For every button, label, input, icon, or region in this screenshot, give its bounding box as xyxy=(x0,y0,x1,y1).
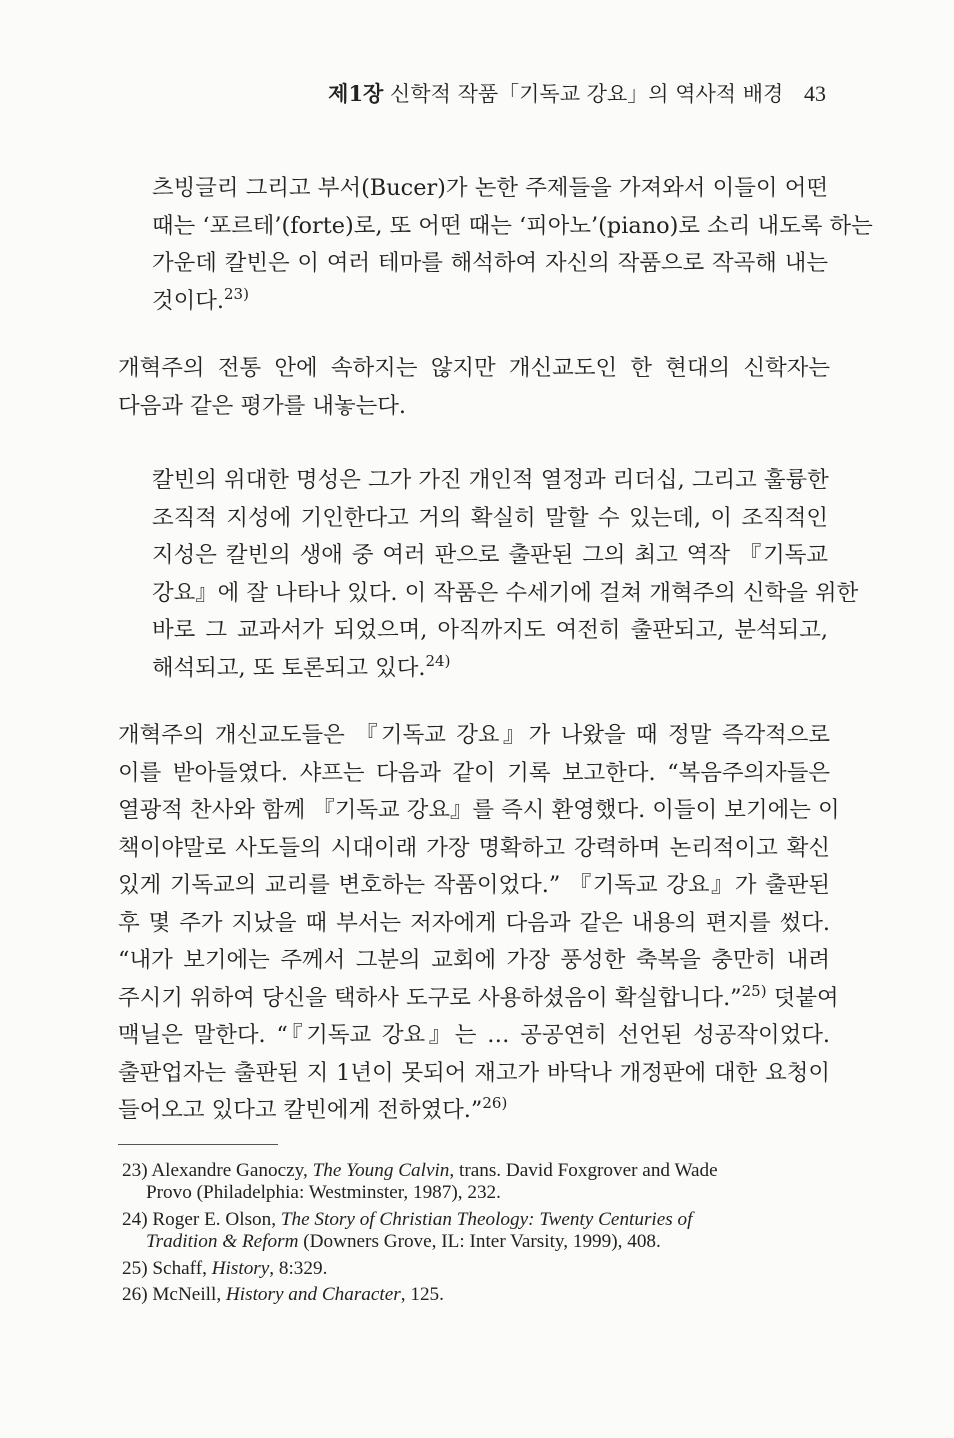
footnote-ref: 24) xyxy=(425,651,451,670)
footnote-text: , trans. David Foxgrover and Wade xyxy=(449,1160,718,1181)
footnote-number: 26) xyxy=(122,1284,148,1305)
footnote-title: History and Character xyxy=(225,1284,401,1305)
quote-line: 츠빙글리 그리고 부서(Bucer)가 논한 주제들을 가져와서 이들이 어떤 xyxy=(152,175,828,201)
paragraph-line: 이를 받아들였다. 샤프는 다음과 같이 기록 보고한다. “복음주의자들은 xyxy=(118,759,830,786)
paragraph-1 xyxy=(118,350,830,425)
footnote-text: , 8:329. xyxy=(269,1258,328,1279)
paragraph-line xyxy=(118,1092,830,1130)
paragraph-line: 후 몇 주가 지났을 때 부서는 저자에게 다음과 같은 내용의 편지를 썼다. xyxy=(118,909,830,936)
footnote-text: , 125. xyxy=(400,1284,444,1305)
footnote-author: Roger E. Olson, xyxy=(152,1209,281,1230)
paragraph-2 xyxy=(118,717,840,1130)
quote-line xyxy=(152,650,828,688)
footnote-text-line2 xyxy=(122,1231,834,1253)
paragraph-line: 개혁주의 개신교도들은 『기독교 강요』가 나왔을 때 정말 즉각적으로 xyxy=(118,722,830,748)
paragraph-line: 개혁주의 전통 안에 속하지는 않지만 개신교도인 한 현대의 신학자는 xyxy=(118,355,830,381)
footnote-26 xyxy=(122,1284,834,1306)
footnote-title: The Story of Christian Theology: Twenty Centuries of xyxy=(280,1209,693,1230)
footnote-ref: 23) xyxy=(224,284,249,303)
paragraph-line: “내가 보기에는 주께서 그분의 교회에 가장 풍성한 축복을 충만히 내려 xyxy=(118,947,830,973)
quote-line-text: 해석되고, 또 토론되고 있다. xyxy=(152,654,426,681)
footnote-number: 23) xyxy=(122,1160,148,1181)
quote-line: 가운데 칼빈은 이 여러 테마를 해석하여 자신의 작품으로 작곡해 내는 xyxy=(152,250,828,276)
footnote-text-line2: Provo (Philadelphia: Westminster, 1987), 232. xyxy=(146,1182,501,1203)
paragraph-line: 열광적 찬사와 함께 『기독교 강요』를 즉시 환영했다. 이들이 보기에는 이 xyxy=(118,797,840,823)
running-header xyxy=(328,78,826,108)
quote-line: 바로 그 교과서가 되었으며, 아직까지도 여전히 출판되고, 분석되고, xyxy=(152,617,828,643)
paragraph-line xyxy=(118,980,839,1018)
footnote-title: History xyxy=(211,1258,270,1279)
quote-line: 조직적 지성에 기인한다고 거의 확실히 말할 수 있는데, 이 조직적인 xyxy=(152,504,828,531)
footnote-23 xyxy=(122,1160,834,1204)
quote-line xyxy=(152,283,828,321)
paragraph-line: 책이야말로 사도들의 시대이래 가장 명확하고 강력하며 논리적이고 확신 xyxy=(118,834,830,861)
page-number: 43 xyxy=(804,81,826,106)
chapter-title: 신학적 작품「기독교 강요」의 역사적 배경 xyxy=(390,82,784,106)
footnote-author: Alexandre Ganoczy, xyxy=(151,1160,313,1181)
footnote-ref: 26) xyxy=(482,1094,508,1112)
chapter-label: 제1장 xyxy=(328,81,384,106)
quote-line-text: 것이다. xyxy=(152,287,225,314)
paragraph-line-text: 들어오고 있다고 칼빈에게 전하였다.” xyxy=(118,1097,483,1123)
footnote-text: (Downers Grove, IL: Inter Varsity, 1999), 408. xyxy=(298,1231,661,1252)
footnote-25 xyxy=(122,1258,834,1280)
footnote-number: 25) xyxy=(122,1258,148,1279)
footnote-author: Schaff, xyxy=(152,1258,212,1279)
footnote-title: The Young Calvin xyxy=(312,1160,450,1181)
footnote-24 xyxy=(122,1209,834,1253)
footnote-title-cont: Tradition & Reform xyxy=(146,1231,299,1252)
quote-line: 때는 ‘포르테’(forte)로, 또 어떤 때는 ‘피아노’(piano)로 소리 내도록 하는 xyxy=(152,212,873,239)
paragraph-line: 다음과 같은 평가를 내놓는다. xyxy=(118,392,407,419)
footnote-number: 24) xyxy=(122,1209,148,1230)
footnote-divider xyxy=(118,1144,278,1145)
block-quote-2 xyxy=(152,462,859,687)
quote-line: 강요』에 잘 나타나 있다. 이 작품은 수세기에 걸쳐 개혁주의 신학을 위한 xyxy=(152,579,859,606)
block-quote-1 xyxy=(152,170,873,320)
paragraph-line: 있게 기독교의 교리를 변호하는 작품이었다.” 『기독교 강요』가 출판된 xyxy=(118,872,830,898)
paragraph-line: 출판업자는 출판된 지 1년이 못되어 재고가 바닥나 개정판에 대한 요청이 xyxy=(118,1059,830,1086)
paragraph-line-text: 주시기 위하여 당신을 택하사 도구로 사용하셨음이 확실합니다.” xyxy=(118,984,742,1011)
paragraph-line-text: 덧붙여 xyxy=(766,984,839,1011)
footnote-ref: 25) xyxy=(741,981,767,1000)
paragraph-line: 맥닐은 말한다. “『기독교 강요』는 … 공공연히 선언된 성공작이었다. xyxy=(118,1022,830,1048)
quote-line: 지성은 칼빈의 생애 중 여러 판으로 출판된 그의 최고 역작 『기독교 xyxy=(152,542,828,568)
footnote-author: McNeill, xyxy=(152,1284,226,1305)
quote-line: 칼빈의 위대한 명성은 그가 가진 개인적 열정과 리더십, 그리고 훌륭한 xyxy=(152,467,829,493)
